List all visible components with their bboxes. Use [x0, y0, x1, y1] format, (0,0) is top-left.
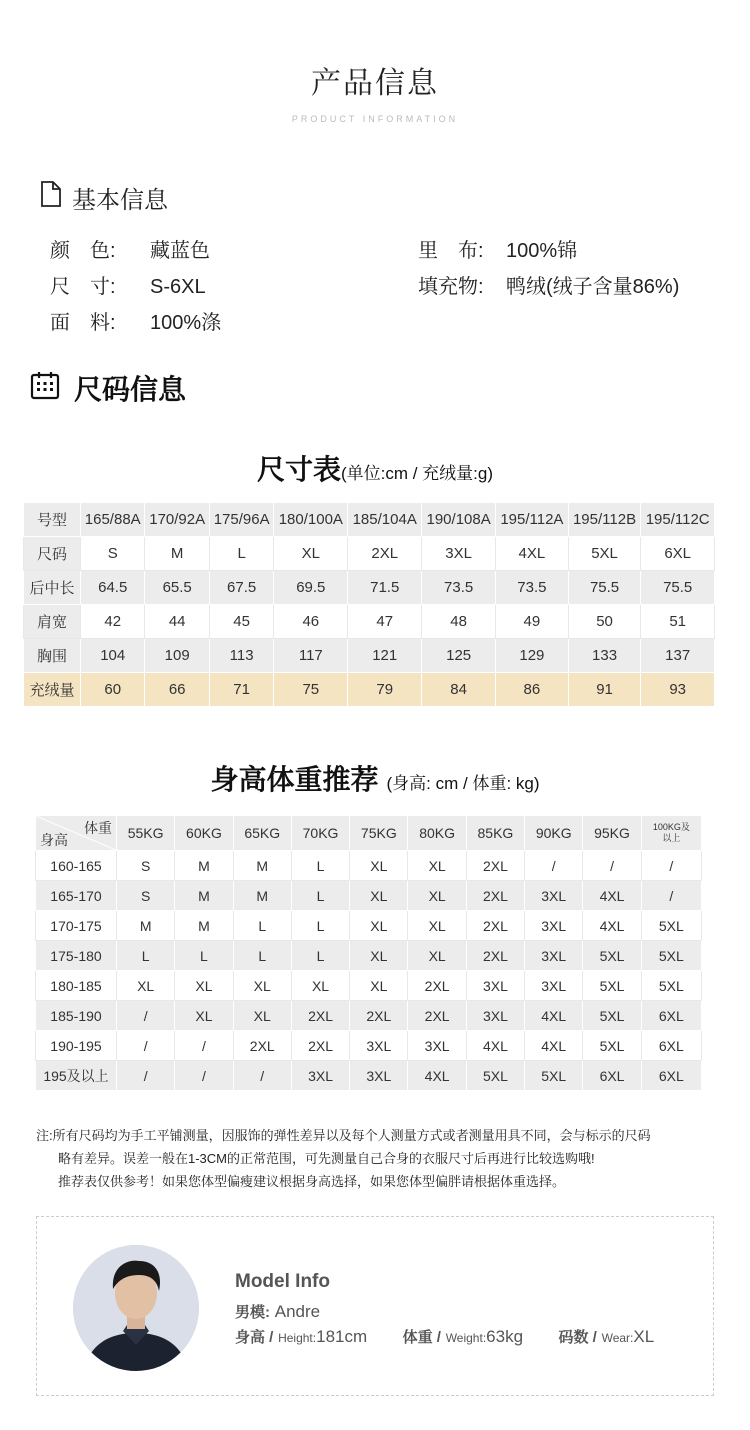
table-cell: 51 [641, 605, 715, 639]
recommended-size-cell: 2XL [233, 1031, 291, 1061]
recommended-size-cell: 3XL [350, 1031, 408, 1061]
table-cell: 79 [348, 673, 422, 707]
recommendation-row [36, 1001, 702, 1031]
table-cell: L [209, 537, 273, 571]
recommended-size-cell: L [291, 881, 349, 911]
recommended-size-cell: XL [117, 971, 175, 1001]
recommended-size-cell: M [175, 851, 233, 881]
table-cell: 75.5 [641, 571, 715, 605]
weight-header: 60KG [175, 816, 233, 851]
rec-table-title: 身高体重推荐 (身高: cm / 体重: kg) [210, 764, 540, 795]
table-cell: 121 [348, 639, 422, 673]
recommended-size-cell: S [117, 851, 175, 881]
spec-row: 颜 色: 藏蓝色 [50, 240, 210, 262]
size-table-row [24, 605, 715, 639]
height-range-cell: 160-165 [36, 851, 117, 881]
size-table-row [24, 639, 715, 673]
recommended-size-cell: M [117, 911, 175, 941]
recommended-size-cell: XL [408, 911, 466, 941]
recommended-size-cell: 5XL [583, 1001, 641, 1031]
height-range-cell: 180-185 [36, 971, 117, 1001]
weight-header: 100KG及 以上 [641, 816, 701, 851]
weight-header: 85KG [466, 816, 524, 851]
recommended-size-cell: / [117, 1001, 175, 1031]
table-cell: 175/96A [209, 503, 273, 537]
weight-header: 95KG [583, 816, 641, 851]
table-cell: 93 [641, 673, 715, 707]
row-header-cell: 胸围 [24, 639, 81, 673]
recommended-size-cell: XL [408, 851, 466, 881]
recommended-size-cell: / [233, 1061, 291, 1091]
size-note: 注:所有尺码均为手工平铺测量，因服饰的弹性差异以及每个人测量方式或者测量用具不同，会与标示的尺码 略有差异。误差一般在1-3CM的正常范围，可先测量自己合身的衣服尺寸后再进行比较选购哦! 推荐表仅供参考！如果您体型偏瘦建议根据身高选择，如果您体型偏胖请根据体重选择。 [36, 1128, 651, 1189]
page-title: 产品信息 [311, 67, 439, 100]
table-cell: 3XL [422, 537, 496, 571]
recommended-size-cell: 5XL [641, 971, 701, 1001]
recommended-size-cell: XL [233, 971, 291, 1001]
recommended-size-cell: 2XL [408, 971, 466, 1001]
table-cell: 66 [145, 673, 209, 707]
table-cell: M [145, 537, 209, 571]
table-cell: 60 [81, 673, 145, 707]
table-cell: 50 [568, 605, 641, 639]
table-cell: 46 [274, 605, 348, 639]
recommended-size-cell: 2XL [408, 1001, 466, 1031]
recommended-size-cell: 3XL [525, 911, 583, 941]
height-range-cell: 190-195 [36, 1031, 117, 1061]
table-cell: 86 [496, 673, 569, 707]
recommended-size-cell: 2XL [466, 851, 524, 881]
model-info-card [36, 1216, 714, 1396]
table-cell: 75 [274, 673, 348, 707]
table-cell: 2XL [348, 537, 422, 571]
recommended-size-cell: M [175, 911, 233, 941]
recommended-size-cell: 3XL [466, 971, 524, 1001]
recommended-size-cell: XL [175, 1001, 233, 1031]
recommended-size-cell: 4XL [525, 1031, 583, 1061]
weight-header: 65KG [233, 816, 291, 851]
weight-header: 90KG [525, 816, 583, 851]
table-cell: 133 [568, 639, 641, 673]
avatar [73, 1245, 199, 1371]
table-cell: 73.5 [496, 571, 569, 605]
recommended-size-cell: XL [175, 971, 233, 1001]
size-table-row [24, 537, 715, 571]
size-table-row [24, 673, 715, 707]
recommended-size-cell: L [291, 851, 349, 881]
height-range-cell: 185-190 [36, 1001, 117, 1031]
table-cell: 190/108A [422, 503, 496, 537]
table-cell: XL [274, 537, 348, 571]
recommended-size-cell: M [233, 851, 291, 881]
recommendation-row [36, 851, 702, 881]
recommended-size-cell: 2XL [291, 1001, 349, 1031]
table-cell: 71 [209, 673, 273, 707]
recommendation-table [35, 815, 702, 1091]
recommended-size-cell: 3XL [525, 881, 583, 911]
model-info [235, 1271, 654, 1347]
recommended-size-cell: M [175, 881, 233, 911]
model-measure-row: 身高 / Height:181cm 体重 / Weight:63kg 码数 / Wear:XL [235, 1327, 655, 1346]
row-header-cell: 充绒量 [24, 673, 81, 707]
recommended-size-cell: XL [408, 941, 466, 971]
size-info-heading [30, 368, 186, 408]
recommended-size-cell: 5XL [641, 911, 701, 941]
spec-row: 填充物: 鸭绒(绒子含量86%) [418, 276, 680, 298]
table-cell: 91 [568, 673, 641, 707]
table-cell: 73.5 [422, 571, 496, 605]
recommended-size-cell: / [583, 851, 641, 881]
table-cell: 4XL [496, 537, 569, 571]
spec-row: 里 布: 100%锦 [418, 240, 578, 262]
recommended-size-cell: 4XL [466, 1031, 524, 1061]
table-cell: 48 [422, 605, 496, 639]
table-cell: 195/112A [496, 503, 569, 537]
table-cell: 69.5 [274, 571, 348, 605]
height-range-cell: 165-170 [36, 881, 117, 911]
table-cell: 195/112C [641, 503, 715, 537]
height-range-cell: 170-175 [36, 911, 117, 941]
height-range-cell: 195及以上 [36, 1061, 117, 1091]
size-table-row [24, 571, 715, 605]
recommended-size-cell: / [117, 1061, 175, 1091]
table-cell: 195/112B [568, 503, 641, 537]
recommended-size-cell: 5XL [583, 971, 641, 1001]
recommended-size-cell: / [175, 1031, 233, 1061]
table-cell: 104 [81, 639, 145, 673]
table-cell: 165/88A [81, 503, 145, 537]
size-info-title: 尺码信息 [74, 374, 187, 405]
recommended-size-cell: 3XL [291, 1061, 349, 1091]
basic-info-heading [40, 180, 168, 215]
table-cell: 47 [348, 605, 422, 639]
recommended-size-cell: XL [233, 1001, 291, 1031]
recommended-size-cell: 5XL [466, 1061, 524, 1091]
recommended-size-cell: 4XL [408, 1061, 466, 1091]
recommended-size-cell: / [641, 881, 701, 911]
table-cell: 185/104A [348, 503, 422, 537]
table-cell: 84 [422, 673, 496, 707]
recommended-size-cell: XL [350, 911, 408, 941]
recommended-size-cell: 2XL [466, 911, 524, 941]
recommended-size-cell: L [291, 911, 349, 941]
recommended-size-cell: XL [350, 881, 408, 911]
recommendation-row [36, 971, 702, 1001]
recommended-size-cell: 5XL [583, 941, 641, 971]
recommended-size-cell: XL [350, 941, 408, 971]
recommended-size-cell: XL [350, 971, 408, 1001]
calendar-icon [30, 370, 60, 407]
recommended-size-cell: L [291, 941, 349, 971]
table-cell: 117 [274, 639, 348, 673]
spec-row: 尺 寸: S-6XL [50, 276, 206, 298]
recommended-size-cell: XL [291, 971, 349, 1001]
table-cell: 170/92A [145, 503, 209, 537]
recommended-size-cell: 2XL [350, 1001, 408, 1031]
recommended-size-cell: XL [350, 851, 408, 881]
recommended-size-cell: L [175, 941, 233, 971]
recommended-size-cell: L [233, 941, 291, 971]
table-cell: 75.5 [568, 571, 641, 605]
table-cell: 180/100A [274, 503, 348, 537]
recommended-size-cell: 2XL [291, 1031, 349, 1061]
recommended-size-cell: L [233, 911, 291, 941]
recommended-size-cell: / [525, 851, 583, 881]
recommendation-row [36, 941, 702, 971]
recommended-size-cell: 5XL [583, 1031, 641, 1061]
recommended-size-cell: M [233, 881, 291, 911]
recommended-size-cell: / [641, 851, 701, 881]
recommendation-row [36, 1061, 702, 1091]
table-cell: 65.5 [145, 571, 209, 605]
model-name-row: 男模: Andre [235, 1302, 321, 1321]
recommended-size-cell: 3XL [408, 1031, 466, 1061]
recommended-size-cell: 3XL [525, 971, 583, 1001]
table-cell: 6XL [641, 537, 715, 571]
weight-header: 75KG [350, 816, 408, 851]
model-info-heading: Model Info [235, 1271, 330, 1292]
recommended-size-cell: 4XL [583, 881, 641, 911]
recommended-size-cell: 6XL [641, 1061, 701, 1091]
size-table-row [24, 503, 715, 537]
weight-header: 70KG [291, 816, 349, 851]
spec-row: 面 料: 100%涤 [50, 312, 222, 334]
recommended-size-cell: XL [408, 881, 466, 911]
recommended-size-cell: 6XL [641, 1031, 701, 1061]
table-cell: 137 [641, 639, 715, 673]
recommended-size-cell: 6XL [641, 1001, 701, 1031]
row-header-cell: 肩宽 [24, 605, 81, 639]
recommendation-row [36, 911, 702, 941]
table-cell: 67.5 [209, 571, 273, 605]
page-subtitle: PRODUCT INFORMATION [291, 114, 459, 124]
recommended-size-cell: 4XL [525, 1001, 583, 1031]
recommended-size-cell: S [117, 881, 175, 911]
table-cell: 5XL [568, 537, 641, 571]
table-cell: 109 [145, 639, 209, 673]
recommended-size-cell: 5XL [525, 1061, 583, 1091]
weight-header: 80KG [408, 816, 466, 851]
table-cell: 125 [422, 639, 496, 673]
table-cell: 113 [209, 639, 273, 673]
table-cell: 49 [496, 605, 569, 639]
recommended-size-cell: 3XL [466, 1001, 524, 1031]
row-header-cell: 后中长 [24, 571, 81, 605]
recommended-size-cell: 2XL [466, 881, 524, 911]
row-header-cell: 号型 [24, 503, 81, 537]
recommended-size-cell: 6XL [583, 1061, 641, 1091]
recommended-size-cell: L [117, 941, 175, 971]
row-header-cell: 尺码 [24, 537, 81, 571]
table-cell: 71.5 [348, 571, 422, 605]
recommended-size-cell: 2XL [466, 941, 524, 971]
basic-info-title: 基本信息 [72, 187, 168, 214]
table-cell: 129 [496, 639, 569, 673]
weight-header: 55KG [117, 816, 175, 851]
height-range-cell: 175-180 [36, 941, 117, 971]
table-cell: S [81, 537, 145, 571]
table-cell: 44 [145, 605, 209, 639]
recommended-size-cell: 5XL [641, 941, 701, 971]
recommended-size-cell: / [175, 1061, 233, 1091]
recommended-size-cell: / [117, 1031, 175, 1061]
recommended-size-cell: 3XL [350, 1061, 408, 1091]
table-cell: 42 [81, 605, 145, 639]
recommended-size-cell: 3XL [525, 941, 583, 971]
table-cell: 64.5 [81, 571, 145, 605]
recommendation-row [36, 881, 702, 911]
document-icon [40, 181, 62, 214]
corner-cell: 体重 身高 [36, 816, 117, 851]
recommended-size-cell: 4XL [583, 911, 641, 941]
size-table [23, 502, 715, 707]
recommendation-row [36, 1031, 702, 1061]
size-table-title: 尺寸表(单位:cm / 充绒量:g) [256, 454, 494, 485]
table-cell: 45 [209, 605, 273, 639]
